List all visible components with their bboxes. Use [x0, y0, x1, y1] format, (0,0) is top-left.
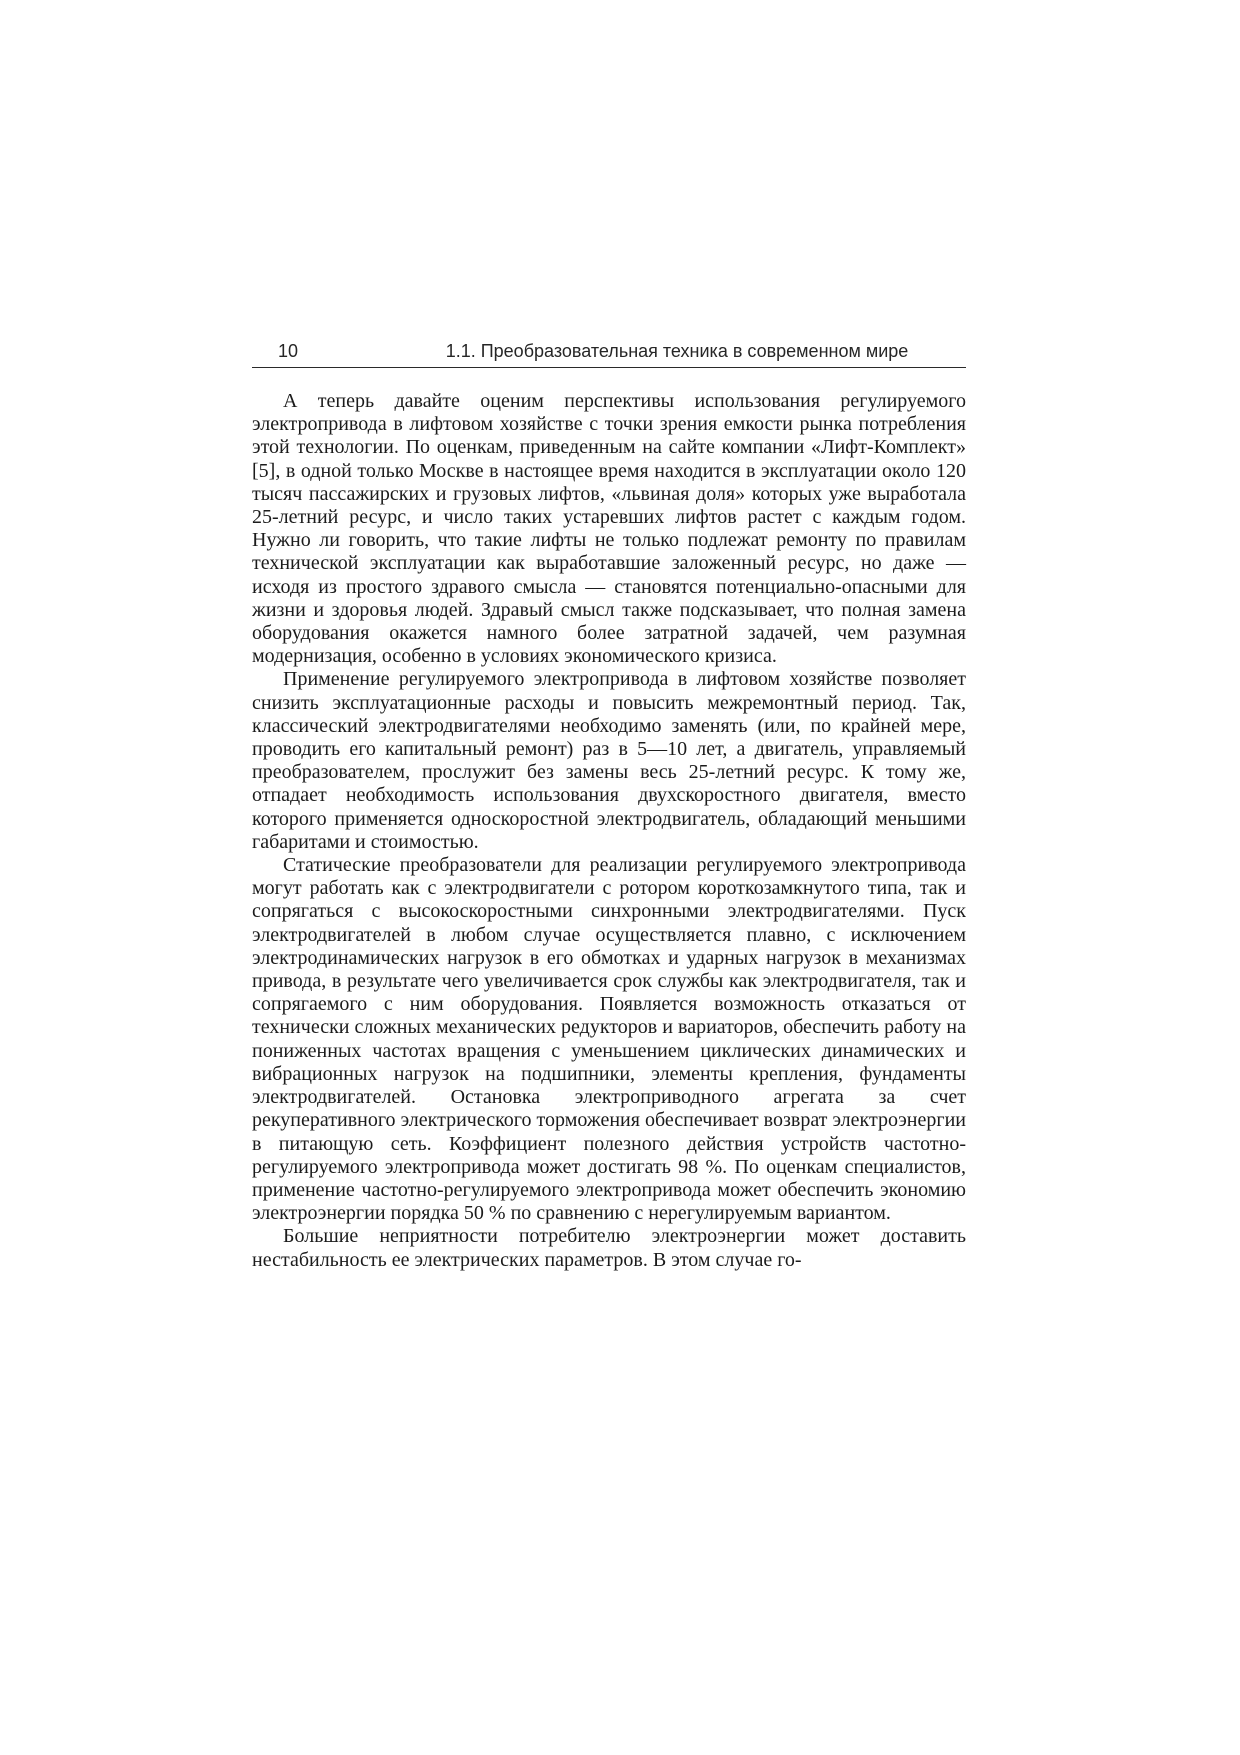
- running-title: 1.1. Преобразовательная техника в современном мире: [445, 341, 909, 361]
- paragraph-1: А теперь давайте оценим перспективы использования регулируемого электропривода в лифтовом хозяйстве с точки зрения емкости рынка потребления этой технологии. По оценкам, приведенным на сайте компании «Лифт-Комплект» [5], в одной только Москве в настоящее время находится в эксплуатации около 120 тысяч пассажирских и грузовых лифтов, «львиная доля» которых уже выработала 25-летний ресурс, и число таких устаревших лифтов растет с каждым годом. Нужно ли говорить, что такие лифты не только подлежат ремонту по правилам технической эксплуатации как выработавшие заложенный ресурс, но даже — исходя из простого здравого смысла — становятся потенциально-опасными для жизни и здоровья людей. Здравый смысл также подсказывает, что полная замена оборудования окажется намного более затратной задачей, чем разумная модернизация, особенно в условиях экономического кризиса.: [252, 390, 966, 668]
- page-number: 10: [278, 341, 299, 361]
- paragraph-3: Статические преобразователи для реализации регулируемого электропривода могут работать как с электродвигатели с ротором короткозамкнутого типа, так и сопрягаться с высокоскоростными синхронными электродвигателями. Пуск электродвигателей в любом случае осуществляется плавно, с исключением электродинамических нагрузок в его обмотках и ударных нагрузок в механизмах привода, в результате чего увеличивается срок службы как электродвигателя, так и сопрягаемого с ним оборудования. Появляется возможность отказаться от технически сложных механических редукторов и вариаторов, обеспечить работу на пониженных частотах вращения с уменьшением циклических динамических и вибрационных нагрузок на подшипники, элементы крепления, фундаменты электродвигателей. Остановка электроприводного агрегата за счет рекуперативного электрического торможения обеспечивает возврат электроэнергии в питающую сеть. Коэффициент полезного действия устройств частотно-регулируемого электропривода может достигать 98 %. По оценкам специалистов, применение частотно-регулируемого электропривода может обеспечить экономию электроэнергии порядка 50 % по сравнению с нерегулируемым вариантом.: [252, 854, 966, 1225]
- paragraph-4: Большие неприятности потребителю электроэнергии может доставить нестабильность ее электрических параметров. В этом случае го-: [252, 1225, 966, 1271]
- paragraph-2: Применение регулируемого электропривода в лифтовом хозяйстве позволяет снизить эксплуатационные расходы и повысить межремонтный период. Так, классический электродвигателями необходимо заменять (или, по крайней мере, проводить его капитальный ремонт) раз в 5—10 лет, а двигатель, управляемый преобразователем, прослужит без замены весь 25-летний ресурс. К тому же, отпадает необходимость использования двухскоростного двигателя, вместо которого применяется односкоростной электродвигатель, обладающий меньшими габаритами и стоимостью.: [252, 668, 966, 853]
- page-body: [252, 390, 966, 1272]
- page-header: [252, 341, 966, 368]
